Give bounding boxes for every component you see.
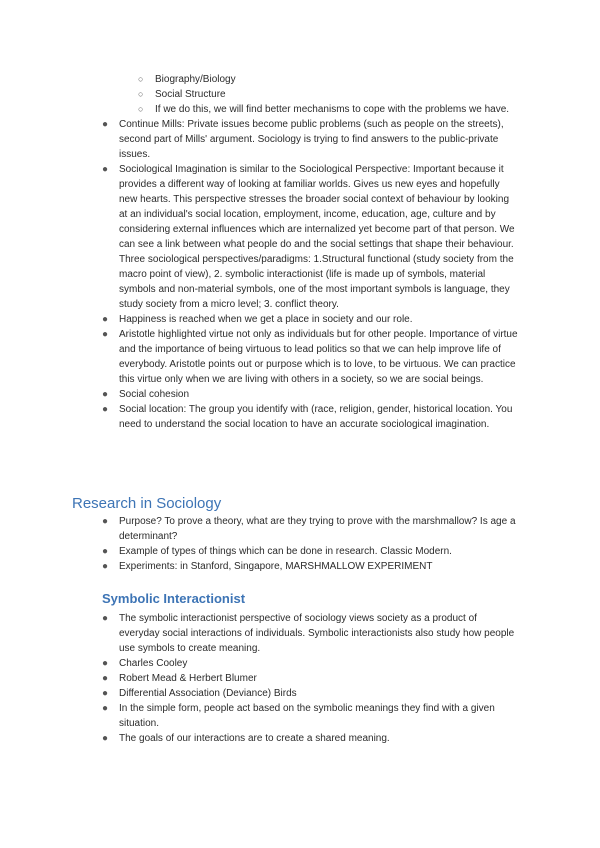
hollow-bullet-icon: ○ [138, 74, 144, 84]
list-item [0, 87, 520, 102]
bullet-icon: ● [102, 673, 109, 684]
list-item-text: Example of types of things which can be done in research. Classic Modern. [119, 546, 452, 557]
bullet-icon: ● [102, 561, 109, 572]
bullet-icon: ● [102, 733, 109, 744]
bullet-icon: ● [102, 329, 109, 340]
list-item-text: Sociological Imagination is similar to the Sociological Perspective: Important because it provides a different way of looking at familiar worlds. Gives us new eyes and hopefully new hearts. This perspective stresses the broader social context of behaviour by looking at an individual's social location, employment, income, education, age, culture and by considering external influences which are internalized yet become part of that person. We can see a link between what people do and the social settings that shape their behaviour. Three sociological perspectives/paradigms: 1.Structural functional (study society from the macro point of view), 2. symbolic interactionist (life is made up of symbols, material symbols and non-material symbols, one of the most important symbols is language, they study society from a micro level; 3. conflict theory. [119, 164, 515, 310]
list-item [0, 514, 519, 544]
symbolic-list-block [0, 611, 519, 746]
list-item [0, 544, 519, 559]
list-item [0, 671, 519, 686]
list-item-text: Differential Association (Deviance) Birds [119, 688, 297, 699]
bullet-icon: ● [102, 546, 109, 557]
list-item [0, 686, 519, 701]
bullet-icon: ● [102, 404, 109, 415]
list-item-text: Social Structure [155, 89, 226, 100]
list-item [0, 162, 519, 312]
main-list [0, 117, 520, 432]
hollow-bullet-icon: ○ [138, 89, 144, 99]
list-item-text: Social location: The group you identify with (race, religion, gender, historical location. You need to understand the social location to have an accurate sociological imagination. [119, 404, 513, 430]
list-item [0, 731, 519, 746]
list-item-text: Robert Mead & Herbert Blumer [119, 673, 257, 684]
list-item-text: Social cohesion [119, 389, 190, 400]
list-item-text: If we do this, we will find better mechanisms to cope with the problems we have. [155, 104, 510, 115]
list-item-text: Experiments: in Stanford, Singapore, MARSHMALLOW EXPERIMENT [119, 561, 433, 572]
list-item-text: Continue Mills: Private issues become public problems (such as people on the streets), second part of Mills' argument. Sociology is trying to find answers to the public-private issues. [119, 119, 504, 160]
bullet-icon: ● [102, 119, 109, 130]
list-item [0, 117, 519, 162]
list-item [0, 102, 520, 117]
bullet-icon: ● [102, 658, 109, 669]
list-item [0, 312, 519, 327]
list-item-text: Purpose? To prove a theory, what are they trying to prove with the marshmallow? Is age a determinant? [119, 516, 516, 542]
bullet-icon: ● [102, 688, 109, 699]
list-item-text: In the simple form, people act based on the symbolic meanings they find with a given situation. [119, 703, 495, 729]
list-item [0, 611, 519, 656]
list-item-text: Happiness is reached when we get a place in society and our role. [119, 314, 413, 325]
list-item [0, 656, 519, 671]
bullet-icon: ● [102, 516, 109, 527]
list-item-text: Aristotle highlighted virtue not only as individuals but for other people. Importance of virtue and the importance of being virtuous to lead politics so that we can help improve life of everybody. Aristotle points out or purpose which is to love, to be virtuous. We can practice this virtue only when we are living with others in a society, so we are social beings. [119, 329, 518, 385]
list-item [0, 402, 519, 432]
research-list-block [0, 514, 519, 574]
section-heading-symbolic: Symbolic Interactionist [102, 591, 246, 606]
list-item-text: The goals of our interactions are to create a shared meaning. [119, 733, 390, 744]
sub-list [0, 72, 520, 117]
list-item-text: Charles Cooley [119, 658, 188, 669]
bullet-icon: ● [102, 613, 109, 624]
list-item-text: Biography/Biology [155, 74, 236, 85]
section-heading-research: Research in Sociology [72, 495, 222, 512]
bullet-icon: ● [102, 314, 109, 325]
bullet-icon: ● [102, 164, 109, 175]
list-item [0, 72, 520, 87]
notes-list-block [0, 72, 520, 432]
list-item [0, 327, 519, 387]
research-list [0, 514, 519, 574]
list-item [0, 559, 519, 574]
list-item [0, 387, 519, 402]
list-item [0, 701, 519, 731]
symbolic-list [0, 611, 519, 746]
bullet-icon: ● [102, 703, 109, 714]
bullet-icon: ● [102, 389, 109, 400]
list-item-text: The symbolic interactionist perspective of sociology views society as a product of everyday social interactions of individuals. Symbolic interactionists also study how people use symbols to create meaning. [119, 613, 515, 654]
hollow-bullet-icon: ○ [138, 104, 144, 114]
